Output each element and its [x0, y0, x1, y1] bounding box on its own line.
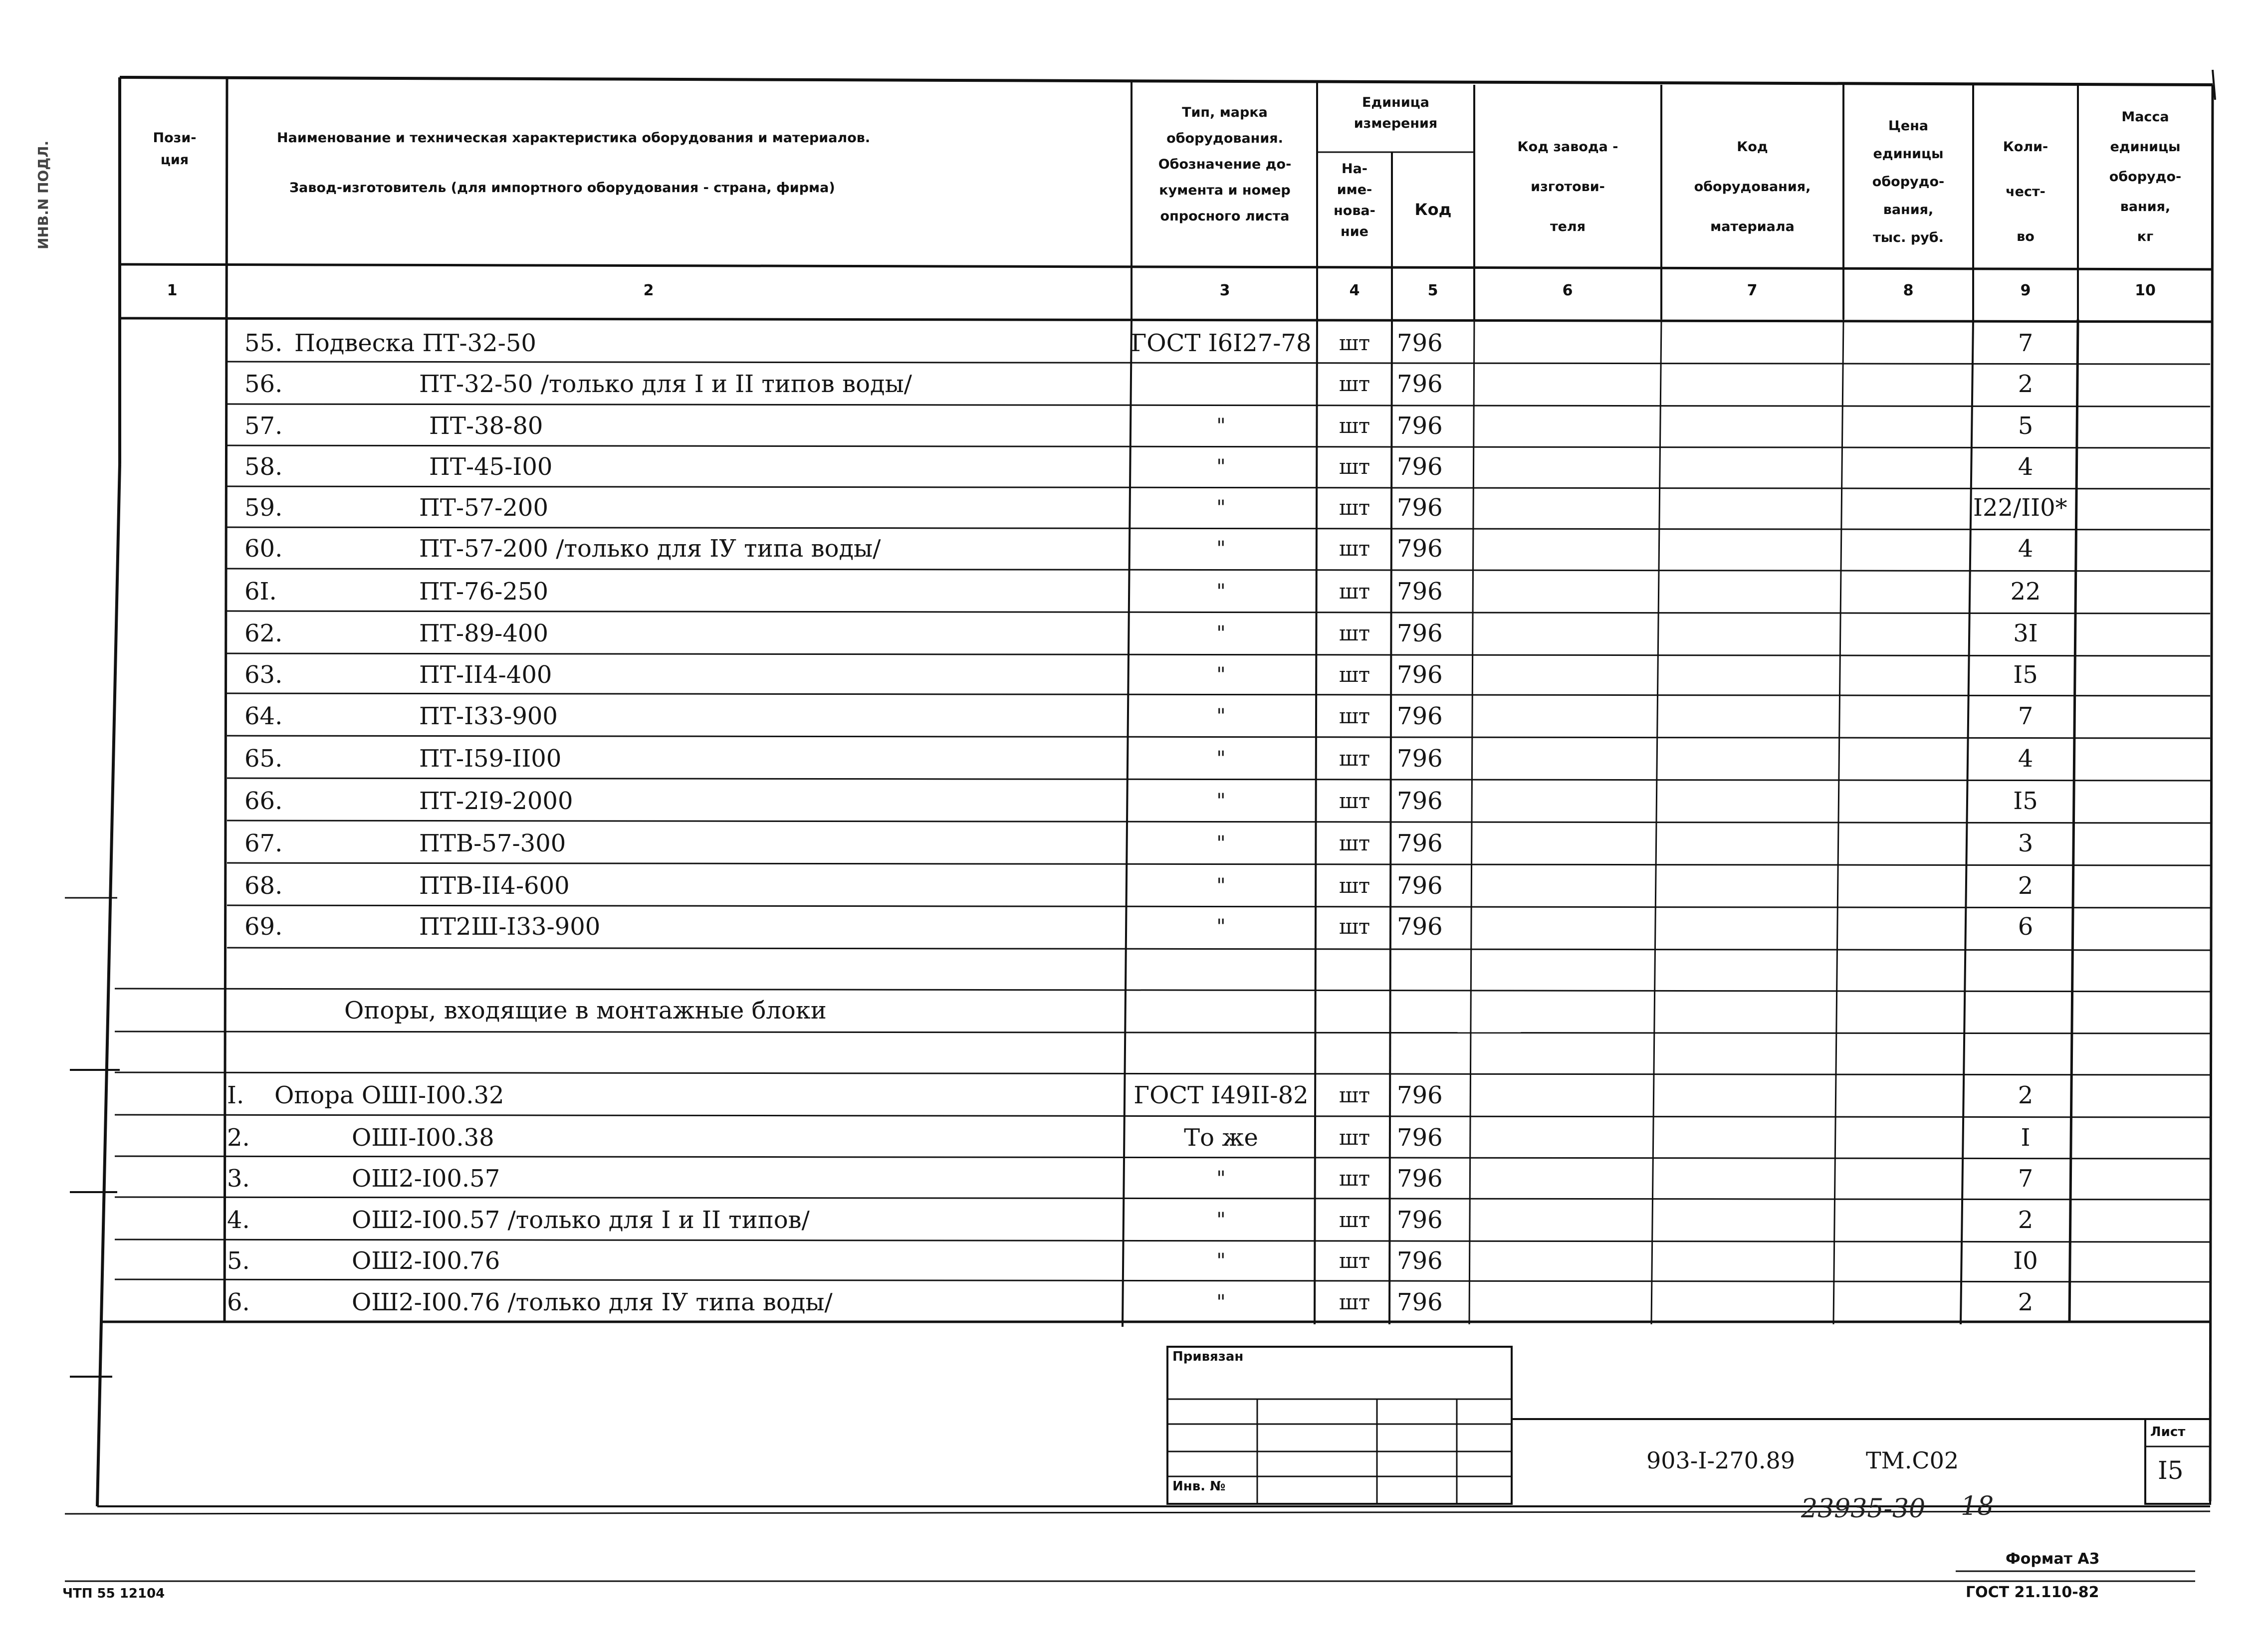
row-position-number: 4.: [227, 1206, 250, 1234]
row-document: ": [1216, 832, 1226, 855]
header-col8: Цена единицы оборудо- вания, тыс. руб.: [1872, 118, 1945, 245]
row-position-number: 6.: [227, 1288, 250, 1316]
row-code: 796: [1397, 661, 1443, 689]
row-unit: шт: [1339, 621, 1370, 645]
column-number: 8: [1903, 282, 1914, 299]
row-code: 796: [1397, 412, 1443, 440]
row-document: ": [1216, 874, 1226, 897]
row-name: ОШ2-I00.57 /только для I и II типов/: [352, 1206, 810, 1234]
row-code: 796: [1397, 494, 1443, 522]
row-name: ПТВ-II4-600: [419, 872, 570, 900]
row-code: 796: [1397, 1124, 1443, 1152]
row-name: ПТ-45-I00: [429, 453, 553, 481]
row-quantity: I0: [2013, 1247, 2038, 1275]
row-quantity: 2: [2018, 370, 2034, 398]
row-document: ": [1216, 580, 1226, 603]
header-col5: Код: [1414, 200, 1452, 219]
row-unit: шт: [1339, 495, 1370, 520]
row-position-number: 63.: [244, 661, 283, 689]
row-position-number: 62.: [244, 619, 283, 647]
row-unit: шт: [1339, 331, 1370, 355]
handwritten-number: 23935-30: [1801, 1494, 1926, 1524]
row-quantity: I5: [2013, 787, 2038, 815]
row-name: ОШI-I00.38: [352, 1124, 494, 1152]
row-unit: шт: [1339, 873, 1370, 898]
row-name: ПТ-38-80: [429, 412, 543, 440]
row-document: ": [1216, 537, 1226, 560]
row-document: То же: [1184, 1124, 1258, 1152]
row-name: ПТ-II4-400: [419, 661, 552, 689]
row-quantity: 2: [2018, 1081, 2034, 1109]
row-unit: шт: [1339, 536, 1370, 561]
row-position-number: 66.: [244, 787, 283, 815]
row-name: ОШ2-I00.76 /только для IУ типа воды/: [352, 1288, 833, 1316]
header-col7: Код оборудования, материала: [1694, 139, 1811, 234]
row-name: ПТ-57-200 /только для IУ типа воды/: [419, 535, 881, 563]
row-unit: шт: [1339, 454, 1370, 479]
header-col2-line2: Завод-изготовитель (для импортного оборудования - страна, фирма): [289, 180, 835, 196]
row-quantity: I: [2021, 1124, 2031, 1152]
row-unit: шт: [1339, 1290, 1370, 1314]
row-position-number: 6I.: [244, 578, 277, 606]
row-name: ПТ-I33-900: [419, 702, 558, 730]
column-number: 2: [643, 282, 654, 299]
row-unit: шт: [1339, 1248, 1370, 1273]
row-name: ПТ-I59-II00: [419, 745, 562, 773]
row-position-number: I.: [227, 1081, 244, 1109]
row-code: 796: [1397, 370, 1443, 398]
row-unit: шт: [1339, 1208, 1370, 1232]
row-code: 796: [1397, 535, 1443, 563]
row-code: 796: [1397, 913, 1443, 941]
stamp-inv: Инв. №: [1172, 1479, 1226, 1494]
column-number: 6: [1562, 282, 1573, 299]
row-document: ": [1216, 1167, 1226, 1190]
margin-note: ИНВ.N ПОДЛ.: [35, 140, 51, 249]
handwritten-page: 18: [1961, 1491, 1994, 1521]
row-code: 796: [1397, 1288, 1443, 1316]
row-position-number: 69.: [244, 913, 283, 941]
row-quantity: 7: [2018, 702, 2034, 730]
row-name: ПТ-89-400: [419, 619, 549, 647]
row-position-number: 67.: [244, 829, 283, 857]
row-document: ГОСТ I49II-82: [1134, 1081, 1309, 1109]
row-quantity: 7: [2018, 329, 2034, 357]
footer-left: ЧТП 55 12104: [62, 1586, 165, 1601]
row-position-number: 2.: [227, 1124, 250, 1152]
row-quantity: 2: [2018, 1206, 2034, 1234]
row-quantity: 2: [2018, 872, 2034, 900]
row-document: ": [1216, 455, 1226, 478]
row-document: ": [1216, 663, 1226, 686]
row-unit: шт: [1339, 914, 1370, 939]
row-name: ПТ2Ш-I33-900: [419, 913, 601, 941]
row-unit: шт: [1339, 372, 1370, 396]
row-quantity: 6: [2018, 913, 2034, 941]
header-col9: Коли- чест- во: [2003, 139, 2048, 244]
row-quantity: 5: [2018, 412, 2034, 440]
row-code: 796: [1397, 787, 1443, 815]
row-code: 796: [1397, 453, 1443, 481]
row-document: ГОСТ I6I27-78: [1131, 329, 1312, 357]
row-position-number: 59.: [244, 494, 283, 522]
document-code: 903-I-270.89: [1646, 1447, 1796, 1474]
row-quantity: 22: [2010, 578, 2041, 606]
row-code: 796: [1397, 619, 1443, 647]
row-unit: шт: [1339, 662, 1370, 687]
column-number: 1: [167, 282, 178, 299]
row-unit: шт: [1339, 789, 1370, 813]
row-unit: шт: [1339, 1083, 1370, 1107]
row-name: ПТ-2I9-2000: [419, 787, 573, 815]
row-unit: шт: [1339, 1166, 1370, 1191]
row-quantity: 3I: [2013, 619, 2038, 647]
row-position-number: 58.: [244, 453, 283, 481]
footer-format: Формат А3: [2006, 1550, 2100, 1568]
row-position-number: 60.: [244, 535, 283, 563]
column-number: 4: [1349, 282, 1360, 299]
row-document: ": [1216, 1209, 1226, 1232]
section-title: Опоры, входящие в монтажные блоки: [344, 997, 827, 1025]
row-document: ": [1216, 747, 1226, 770]
row-code: 796: [1397, 329, 1443, 357]
row-name: ПТ-57-200: [419, 494, 549, 522]
column-number: 10: [2135, 282, 2156, 299]
header-col45-group: Единица измерения: [1354, 95, 1438, 131]
row-unit: шт: [1339, 579, 1370, 604]
row-name: Подвеска ПТ-32-50: [294, 329, 536, 357]
row-name: Опора ОШI-I00.32: [274, 1081, 504, 1109]
stamp-privyazan: Привязан: [1172, 1349, 1244, 1364]
row-name: ПТВ-57-300: [419, 829, 566, 857]
footer-gost: ГОСТ 21.110-82: [1966, 1584, 2099, 1601]
row-unit: шт: [1339, 831, 1370, 855]
row-unit: шт: [1339, 746, 1370, 771]
row-position-number: 68.: [244, 872, 283, 900]
row-position-number: 5.: [227, 1247, 250, 1275]
row-code: 796: [1397, 1081, 1443, 1109]
column-number: 7: [1747, 282, 1758, 299]
row-quantity: 3: [2018, 829, 2034, 857]
row-code: 796: [1397, 578, 1443, 606]
row-quantity: 4: [2018, 453, 2034, 481]
column-number: 9: [2020, 282, 2031, 299]
row-code: 796: [1397, 702, 1443, 730]
row-quantity: 4: [2018, 535, 2034, 563]
header-col4: На- име- нова- ние: [1334, 161, 1375, 239]
row-name: ОШ2-I00.57: [352, 1165, 500, 1193]
row-unit: шт: [1339, 704, 1370, 728]
row-document: ": [1216, 1249, 1226, 1272]
sheet-label: Лист: [2150, 1425, 2186, 1440]
column-number: 3: [1219, 282, 1230, 299]
row-document: ": [1216, 1291, 1226, 1314]
row-position-number: 64.: [244, 702, 283, 730]
row-document: ": [1216, 496, 1226, 519]
row-unit: шт: [1339, 413, 1370, 438]
row-quantity: I22/II0*: [1973, 494, 2067, 522]
row-code: 796: [1397, 829, 1443, 857]
row-code: 796: [1397, 1247, 1443, 1275]
column-number: 5: [1427, 282, 1438, 299]
sheet-number: I5: [2158, 1456, 2184, 1485]
row-document: ": [1216, 790, 1226, 813]
row-document: ": [1216, 622, 1226, 645]
row-name: ПТ-76-250: [419, 578, 549, 606]
row-code: 796: [1397, 872, 1443, 900]
row-name: ОШ2-I00.76: [352, 1247, 500, 1275]
row-position-number: 3.: [227, 1165, 250, 1193]
row-quantity: I5: [2013, 661, 2038, 689]
header-col3: Тип, марка оборудования. Обозначение до- кумента и номер опросного листа: [1158, 105, 1292, 224]
header-col10: Масса единицы оборудо- вания, кг: [2109, 109, 2182, 244]
header-col6: Код завода - изготови- теля: [1517, 139, 1618, 234]
row-position-number: 57.: [244, 412, 283, 440]
document-suffix: ТМ.С02: [1866, 1447, 1959, 1474]
row-position-number: 65.: [244, 745, 283, 773]
row-code: 796: [1397, 1206, 1443, 1234]
row-document: ": [1216, 705, 1226, 728]
row-code: 796: [1397, 745, 1443, 773]
row-code: 796: [1397, 1165, 1443, 1193]
row-name: ПТ-32-50 /только для I и II типов воды/: [419, 370, 912, 398]
row-document: ": [1216, 414, 1226, 437]
row-position-number: 56.: [244, 370, 283, 398]
row-position-number: 55.: [244, 329, 283, 357]
header-col2-line1: Наименование и техническая характеристика оборудования и материалов.: [277, 130, 871, 146]
row-quantity: 2: [2018, 1288, 2034, 1316]
row-document: ": [1216, 915, 1226, 938]
row-quantity: 4: [2018, 745, 2034, 773]
row-unit: шт: [1339, 1125, 1370, 1150]
header-col1: Пози- ция: [153, 130, 197, 168]
row-quantity: 7: [2018, 1165, 2034, 1193]
